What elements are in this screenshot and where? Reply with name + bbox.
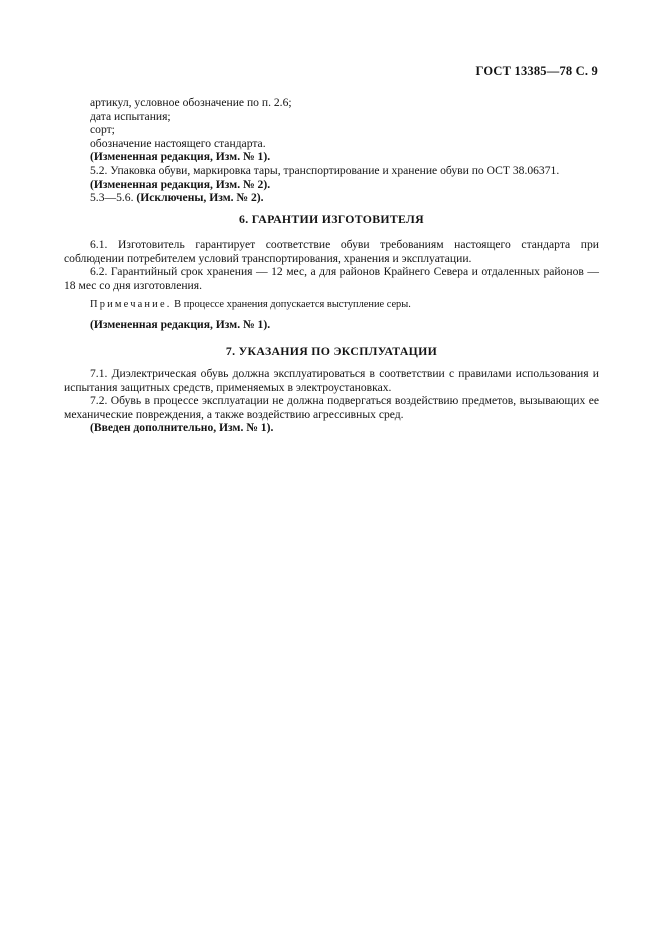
paragraph-6-2: 6.2. Гарантийный срок хранения — 12 мес, а для районов Крайнего Севера и отдаленных районов — 18 мес со дня изготовления. — [64, 265, 599, 292]
revision-note: (Введен дополнительно, Изм. № 1). — [90, 421, 274, 435]
list-item: артикул, условное обозначение по п. 2.6; — [90, 96, 292, 109]
section6-body — [64, 238, 599, 332]
note-label: Примечание. — [90, 299, 172, 311]
section7-body — [64, 367, 599, 435]
list-item: дата испытания; — [90, 109, 171, 123]
section-heading-7: 7. УКАЗАНИЯ ПО ЭКСПЛУАТАЦИИ — [225, 344, 438, 358]
paragraph-7-1: 7.1. Диэлектрическая обувь должна эксплуатироваться в соответствии с правилами использования и испытания защитных средств, применяемых в электроустановках. — [64, 367, 599, 394]
section-heading-6: 6. ГАРАНТИИ ИЗГОТОВИТЕЛЯ — [239, 212, 424, 226]
section5-continuation — [64, 96, 599, 205]
note-text: В процессе хранения допускается выступление серы. — [171, 299, 411, 311]
revision-note: (Измененная редакция, Изм. № 2). — [90, 177, 271, 191]
paragraph-7-2: 7.2. Обувь в процессе эксплуатации не должна подвергаться воздействию предметов, вызывающих ее механические повреждения, а также воздействию агрессивных сред. — [64, 394, 599, 421]
list-item: обозначение настоящего стандарта. — [90, 136, 266, 150]
excluded-note: (Исключены, Изм. № 2). — [136, 191, 264, 205]
running-header: ГОСТ 13385—78 С. 9 — [475, 64, 598, 78]
note — [64, 298, 599, 312]
paragraph-number: 5.3—5.6. — [90, 191, 134, 205]
revision-note: (Измененная редакция, Изм. № 1). — [90, 317, 271, 331]
paragraph-5-2: 5.2. Упаковка обуви, маркировка тары, транспортирование и хранение обуви по ОСТ 38.06371. — [90, 163, 560, 177]
paragraph-5-3-5-6 — [64, 191, 599, 205]
revision-note: (Измененная редакция, Изм. № 1). — [90, 150, 271, 164]
list-item: сорт; — [90, 123, 115, 137]
paragraph-6-1: 6.1. Изготовитель гарантирует соответствие обуви требованиям настоящего стандарта при соблюдении потребителем условий транспортирования, хранения и эксплуатации. — [64, 238, 599, 265]
